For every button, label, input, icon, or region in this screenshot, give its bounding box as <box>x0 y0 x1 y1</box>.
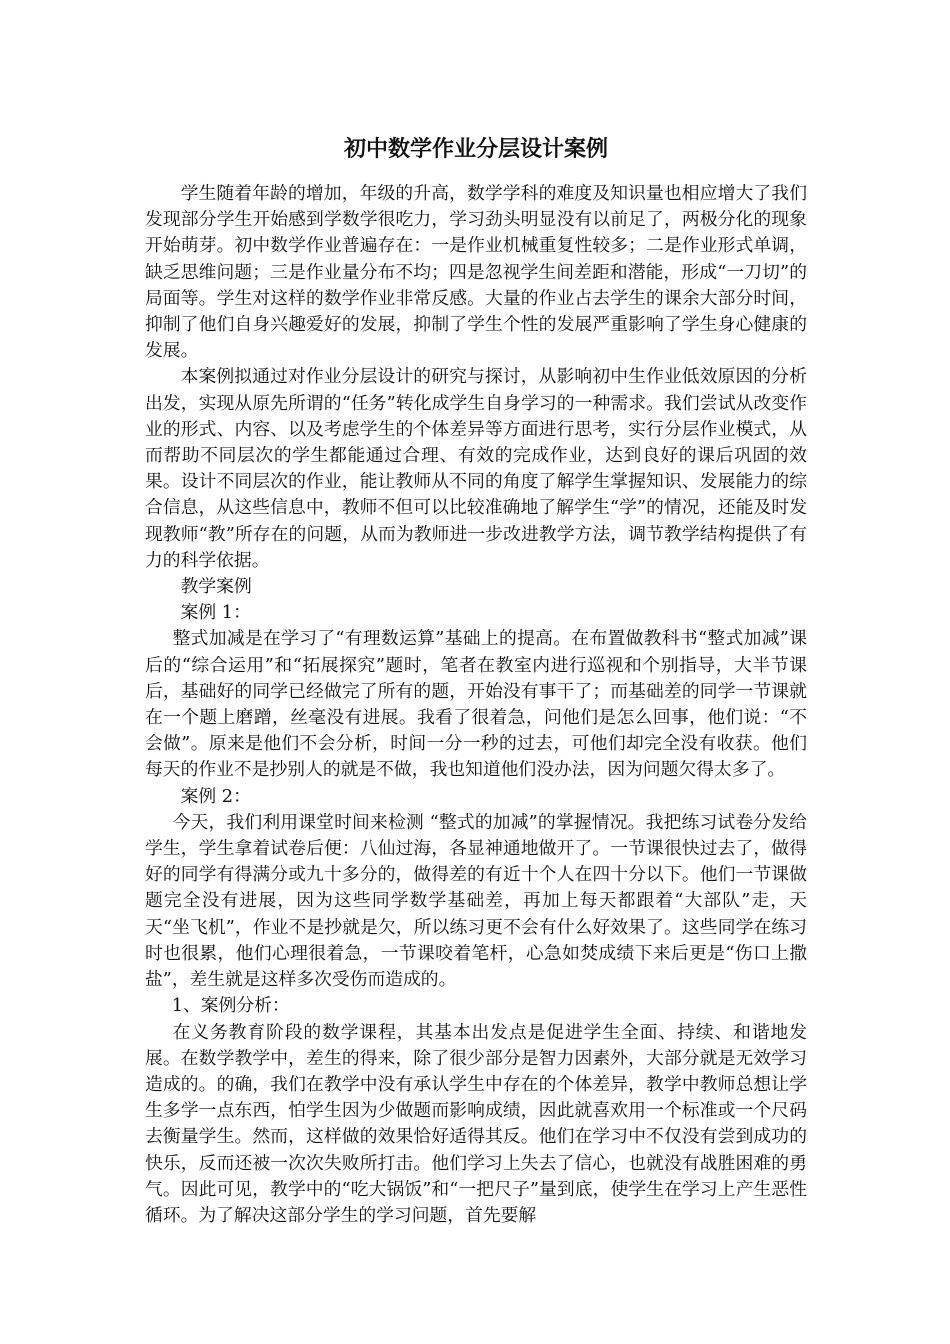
case-analysis-body: 在义务教育阶段的数学课程，其基本出发点是促进学生全面、持续、和谐地发展。在数学教学中，差生的得来，除了很少部分是智力因素外，大部分就是无效学习造成的。的确，我们在教学中没有承认学生中存在的个体差异，教学中教师总想让学生多学一点东西，怕学生因为少做题而影响成绩，因此就喜欢用一个标准或一个尺码去衡量学生。然而，这样做的效果恰好适得其反。他们在学习中不仅没有尝到成功的快乐，反而还被一次次失败所打击。他们学习上失去了信心，也就没有战胜困难的勇气。因此可见，教学中的“吃大锅饭”和“一把尺子”量到底，使学生在学习上产生恶性循环。为了解决这部分学生的学习问题，首先要解 <box>145 1021 807 1226</box>
case-1-heading: 案例 1： <box>180 602 251 624</box>
paragraph-case-purpose: 本案例拟通过对作业分层设计的研究与探讨，从影响初中生作业低效原因的分析出发，实现从原先所谓的“任务”转化成学生自身学习的一种需求。我们尝试从改变作业的形式、内容、以及考虑学生的个体差异等方面进行思考，实行分层作业模式，从而帮助不同层次的学生都能通过合理、有效的完成作业，达到良好的课后巩固的效果。设计不同层次的作业，能让教师从不同的角度了解学生掌握知识、发展能力的综合信息，从这些信息中，教师不但可以比较准确地了解学生“学”的情况，还能及时发现教师“教”所存在的问题，从而为教师进一步改进教学方法，调节教学结构提供了有力的科学依据。 <box>145 366 807 571</box>
document-page <box>145 132 807 1229</box>
case-2-heading: 案例 2： <box>180 785 251 807</box>
paragraph-intro: 学生随着年龄的增加，年级的升高，数学学科的难度及知识量也相应增大了我们发现部分学生开始感到学数学很吃力，学习劲头明显没有以前足了，两极分化的现象开始萌芽。初中数学作业普遍存在：一是作业机械重复性较多；二是作业形式单调，缺乏思维问题；三是作业量分布不均；四是忽视学生间差距和潜能，形成“一刀切”的局面等。学生对这样的数学作业非常反感。大量的作业占去学生的课余大部分时间，抑制了他们自身兴趣爱好的发展，抑制了学生个性的发展严重影响了学生身心健康的发展。 <box>145 183 807 362</box>
case-1-body: 整式加减是在学习了“有理数运算”基础上的提高。在布置做教科书“整式加减”课后的“综合运用”和“拓展探究”题时，笔者在教室内进行巡视和个别指导，大半节课后，基础好的同学已经做完了所有的题，开始没有事干了；而基础差的同学一节课就在一个题上磨蹭，丝毫没有进展。我看了很着急，问他们是怎么回事，他们说：“不会做”。原来是他们不会分析，时间一分一秒的过去，可他们却完全没有收获。他们每天的作业不是抄别人的就是不做，我也知道他们没办法，因为问题欠得太多了。 <box>145 628 807 781</box>
document-title: 初中数学作业分层设计案例 <box>343 137 608 162</box>
case-analysis-heading: 1、案例分析： <box>171 995 290 1017</box>
section-heading-teaching-cases: 教学案例 <box>180 576 252 598</box>
case-2-body: 今天，我们利用课堂时间来检测 “整式的加减”的掌握情况。我把练习试卷分发给学生，学生拿着试卷后便：八仙过海，各显神通地做开了。一节课很快过去了，做得好的同学有得满分或九十多分的，做得差的有近十个人在四十分以下。他们一节课做题完全没有进展，因为这些同学数学基础差，再加上每天都跟着“大部队”走，天天“坐飞机”，作业不是抄就是欠，所以练习更不会有什么好效果了。这些同学在练习时也很累，他们心理很着急，一节课咬着笔杆，心急如焚成绩下来后更是“伤口上撒盐”，差生就是这样多次受伤而造成的。 <box>145 811 807 991</box>
